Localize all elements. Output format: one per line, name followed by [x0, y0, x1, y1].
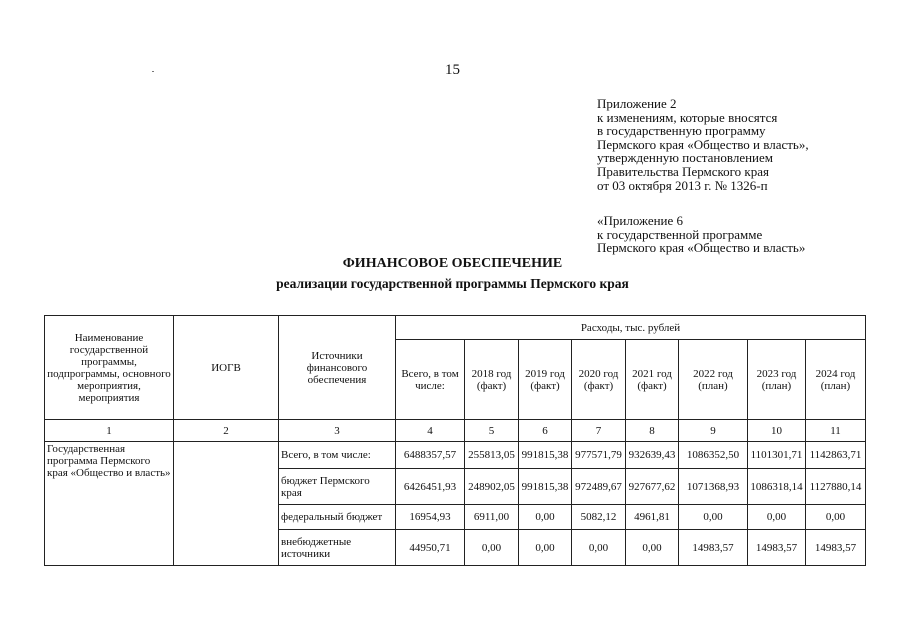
value-cell: 16954,93 — [396, 505, 465, 530]
column-number: 2 — [174, 420, 279, 442]
value-cell: 14983,57 — [806, 530, 866, 566]
header-year: 2019 год (факт) — [519, 340, 572, 420]
header-year: 2022 год (план) — [679, 340, 748, 420]
column-number: 10 — [748, 420, 806, 442]
value-cell: 0,00 — [748, 505, 806, 530]
appendix-line: Приложение 2 — [597, 96, 677, 111]
source-cell: федеральный бюджет — [279, 505, 396, 530]
column-number: 1 — [45, 420, 174, 442]
value-cell: 1127880,14 — [806, 469, 866, 505]
value-cell: 14983,57 — [679, 530, 748, 566]
value-cell: 1071368,93 — [679, 469, 748, 505]
value-cell: 6488357,57 — [396, 442, 465, 469]
value-cell: 1086318,14 — [748, 469, 806, 505]
value-cell: 255813,05 — [465, 442, 519, 469]
value-cell: 6426451,93 — [396, 469, 465, 505]
source-cell: бюджет Пермского края — [279, 469, 396, 505]
source-cell: Всего, в том числе: — [279, 442, 396, 469]
appendix-line: от 03 октября 2013 г. № 1326-п — [597, 177, 768, 193]
appendix-line: Пермского края «Общество и власть», — [597, 136, 809, 152]
value-cell: 0,00 — [626, 530, 679, 566]
value-cell: 4961,81 — [626, 505, 679, 530]
value-cell: 6911,00 — [465, 505, 519, 530]
header-year: 2023 год (план) — [748, 340, 806, 420]
appendix6-line: Пермского края «Общество и власть» — [597, 240, 806, 256]
appendix6-line: «Приложение 6 — [597, 213, 684, 229]
value-cell: 1101301,71 — [748, 442, 806, 469]
value-cell: 0,00 — [465, 530, 519, 566]
financing-table — [44, 315, 866, 566]
scan-speck — [152, 71, 154, 72]
header-year: 2021 год (факт) — [626, 340, 679, 420]
header-year: 2018 год (факт) — [465, 340, 519, 420]
program-name: Государственная программа Пермского края «Общество и власть» — [45, 442, 174, 566]
value-cell: 927677,62 — [626, 469, 679, 505]
header-year: 2024 год (план) — [806, 340, 866, 420]
column-number: 6 — [519, 420, 572, 442]
document-subtitle: реализации государственной программы Пермского края — [276, 276, 629, 291]
column-number: 5 — [465, 420, 519, 442]
column-number: 4 — [396, 420, 465, 442]
page-number: 15 — [445, 62, 460, 78]
appendix-line: Правительства Пермского края — [597, 163, 769, 179]
value-cell: 972489,67 — [572, 469, 626, 505]
value-cell: 0,00 — [519, 530, 572, 566]
value-cell: 1086352,50 — [679, 442, 748, 469]
column-number: 9 — [679, 420, 748, 442]
value-cell: 991815,38 — [519, 442, 572, 469]
iogv-cell — [174, 442, 279, 566]
appendix-gap — [597, 192, 809, 214]
appendix-line: утвержденную постановлением — [597, 150, 774, 166]
header-year: 2020 год (факт) — [572, 340, 626, 420]
header-year: Всего, в том числе: — [396, 340, 465, 420]
header-expenses: Расходы, тыс. рублей — [396, 316, 866, 340]
document-title: ФИНАНСОВОЕ ОБЕСПЕЧЕНИЕ — [342, 256, 563, 271]
value-cell: 14983,57 — [748, 530, 806, 566]
column-number: 11 — [806, 420, 866, 442]
value-cell: 248902,05 — [465, 469, 519, 505]
value-cell: 0,00 — [572, 530, 626, 566]
header-iogv: ИОГВ — [174, 316, 279, 420]
value-cell: 0,00 — [806, 505, 866, 530]
value-cell: 977571,79 — [572, 442, 626, 469]
source-cell: внебюджетные источники — [279, 530, 396, 566]
column-number: 3 — [279, 420, 396, 442]
appendix6-line: к государственной программе — [597, 226, 763, 242]
appendix-line: к изменениям, которые вносятся — [597, 109, 778, 125]
value-cell: 44950,71 — [396, 530, 465, 566]
header-source: Источники финансового обеспечения — [279, 316, 396, 420]
column-number: 7 — [572, 420, 626, 442]
table-row — [45, 442, 866, 469]
appendix-line: в государственную программу — [597, 123, 766, 139]
appendix-block — [597, 97, 809, 255]
value-cell: 0,00 — [679, 505, 748, 530]
header-row — [45, 316, 866, 340]
column-number-row — [45, 420, 866, 442]
value-cell: 5082,12 — [572, 505, 626, 530]
value-cell: 991815,38 — [519, 469, 572, 505]
value-cell: 1142863,71 — [806, 442, 866, 469]
header-name: Наименование государственной программы, подпрограммы, основного мероприятия, мероприятия — [45, 316, 174, 420]
value-cell: 932639,43 — [626, 442, 679, 469]
column-number: 8 — [626, 420, 679, 442]
value-cell: 0,00 — [519, 505, 572, 530]
